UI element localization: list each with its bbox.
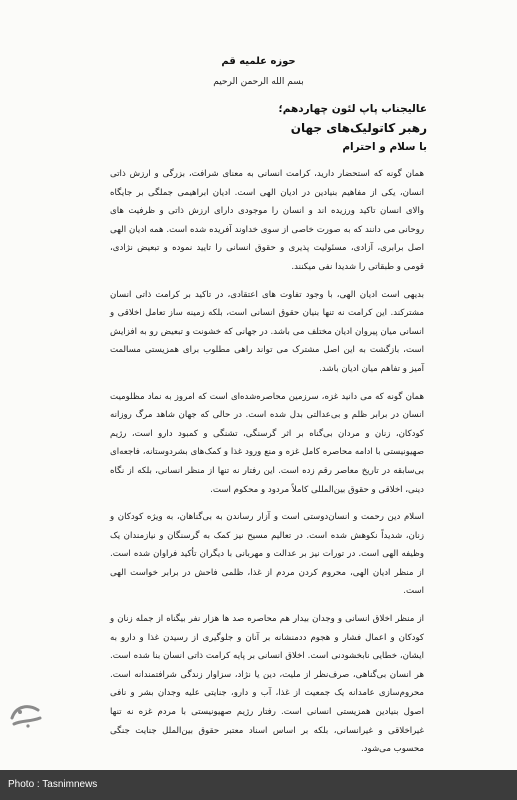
- photo-credit-bar: [0, 770, 517, 800]
- paragraph: بدیهی است ادیان الهی، با وجود تفاوت های اعتقادی، در تاکید بر کرامت ذاتی انسان مشترکند. این کرامت نه تنها بنیان حقوق انسانی است، بلکه زمینه ساز تعامل اخلاقی و انسانی میان پیروان ادیان مختلف می باشد. در جهانی که خشونت و تبعیض رو به افزایش است، بازگشت به این اصل مشترک می تواند راهی مطلوب برای همزیستی مسالمت آمیز و تفاهم میان ادیان باشد.: [110, 289, 424, 374]
- salutation-addressee: عالیجناب پاپ لئون چهاردهم؛: [278, 103, 427, 115]
- paragraph: همان گونه که استحضار دارید، کرامت انسانی به معنای شرافت، بزرگی و ارزش ذاتی انسان، یکی از مفاهیم بنیادین در ادیان الهی است. ادیان ابراهیمی جملگی بر جایگاه والای انسان تاکید ورزیده اند و انسان را موجودی دارای ارزش ذاتی و ظرفیت های روحانی می دانند که به صورت خاصی از سوی خداوند آفریده شده است. همه ادیان الهی اصل برابری، آزادی، مسئولیت پذیری و حقوق انسانی را تایید نموده و تبعیض نژادی، قومی و طبقاتی را شدیدا نفی میکنند.: [110, 169, 424, 272]
- bismillah-line: بسم الله الرحمن الرحیم: [213, 77, 304, 87]
- letter-body: [110, 165, 424, 768]
- tasnim-logo-watermark: [8, 700, 44, 730]
- paragraph: همان گونه که می دانید غزه، سرزمین محاصره‌شده‌ای است که امروز به نماد مظلومیت انسان در برابر ظلم و بی‌عدالتی بدل شده است. در حالی که جهان شاهد مرگ روزانه کودکان، زنان و مردان بی‌گناه بر اثر گرسنگی، تشنگی و کمبود دارو است، رژیم صهیونیستی با ادامه محاصره کامل غزه و منع ورود غذا و کمک‌های بشردوستانه، فاجعه‌ای بی‌سابقه در تاریخ معاصر رقم زده است. این رفتار نه تنها از منظر انسانی، بلکه از نگاه دینی، اخلاقی و حقوق بین‌المللی کاملاً مردود و محکوم است.: [110, 391, 424, 495]
- salutation-greeting: با سلام و احترام: [342, 141, 427, 153]
- paragraph: از منظر اخلاق انسانی و وجدان بیدار هم محاصره صد ها هزار نفر بیگناه از جمله زنان و کودکان و اعمال فشار و هجوم ددمنشانه بر آنان و جلوگیری از رسیدن غذا و دارو به ایشان، خطایی نابخشودنی است. اخلاق انسانی بر پایه کرامت ذاتی انسان بنا شده است. هر انسان بی‌گناهی، صرف‌نظر از ملیت، دین یا نژاد، سزاوار زندگی شرافتمندانه است. محروم‌سازی عامدانه یک جمعیت از غذا، آب و دارو، جنایتی علیه وجدان بشر و نافی اصول بنیادین همزیستی انسانی است. رفتار رژیم صهیونیستی با مردم غزه نه تنها غیراخلاقی و غیرانسانی، بلکه بر اساس اسناد معتبر حقوق بین‌الملل جنایت جنگی محسوب می‌شود.: [110, 614, 424, 755]
- salutation-block: [279, 100, 427, 157]
- photo-credit: Photo : Tasnimnews: [8, 779, 98, 790]
- paragraph: اسلام دین رحمت و انسان‌دوستی است و آزار رساندن به بی‌گناهان، به ویژه کودکان و زنان، شدیداً نکوهش شده است. در تعالیم مسیح نیز کمک به گرسنگان و نیازمندان یک وظیفه الهی است. در تورات نیز بر عدالت و مهربانی با دیگران تأکید فراوان شده است. از منظر ادیان الهی، محروم کردن مردم از غذا، ظلمی فاحش در برابر خواست الهی است.: [110, 512, 424, 597]
- letter-header-title: حوزه علمیه قم: [221, 56, 296, 67]
- salutation-title: رهبر کاتولیک‌های جهان: [290, 121, 427, 135]
